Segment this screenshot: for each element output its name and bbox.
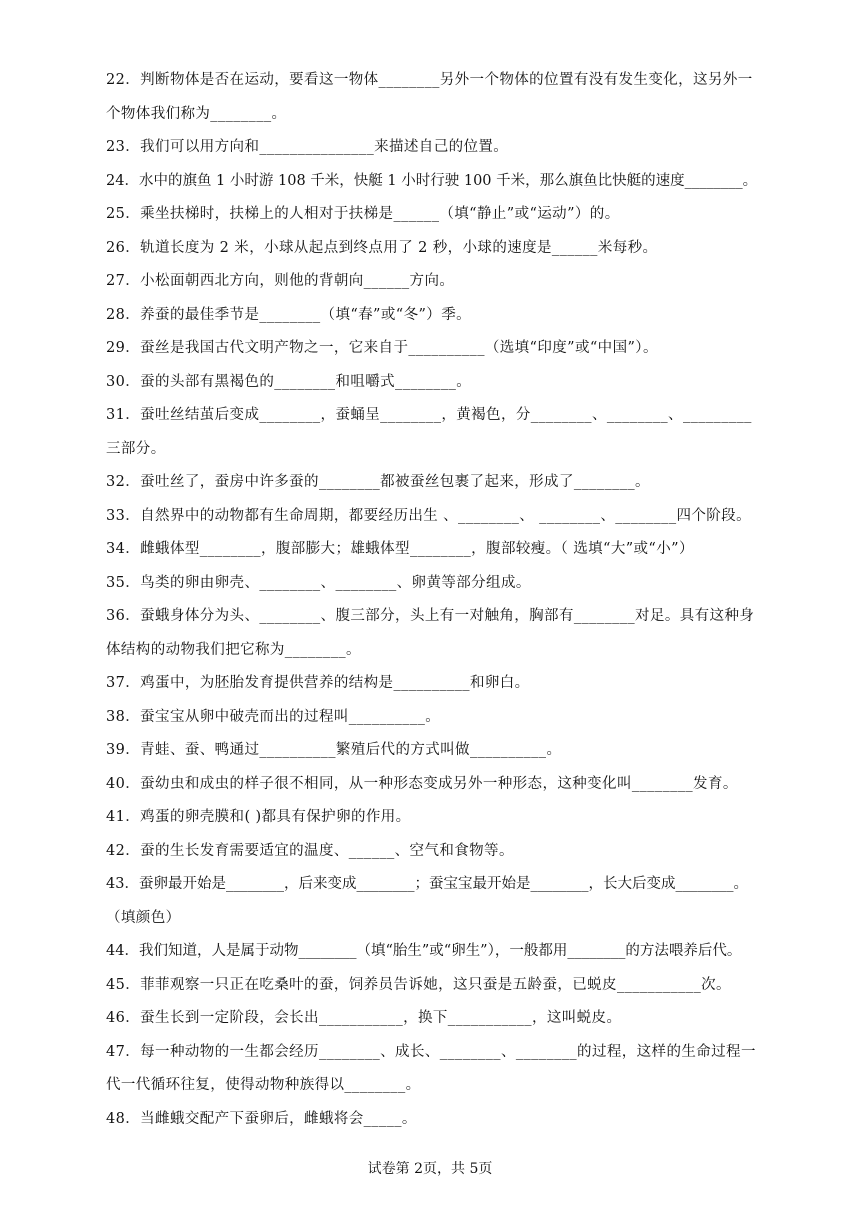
question-22-line-1: 22．判断物体是否在运动，要看这一物体________另外一个物体的位置有没有发生变化，这另外一 [106, 72, 753, 88]
question-34-line-1: 34．雌蛾体型________，腹部膨大；雄蛾体型________，腹部较瘦。（ 选填“大”或“小”） [106, 541, 694, 557]
question-48-line-1: 48．当雌蛾交配产下蚕卵后，雌蛾将会_____。 [106, 1110, 417, 1127]
question-43-line-2: （填颜色） [106, 909, 181, 926]
question-30-line-1: 30．蚕的头部有黑褐色的________和咀嚼式________。 [106, 373, 472, 390]
question-47-line-1: 47．每一种动物的一生都会经历________、成长、________、________的过程，这样的生命过程一 [106, 1043, 756, 1060]
question-38-line-1: 38．蚕宝宝从卵中破壳而出的过程叫__________。 [106, 708, 441, 725]
question-36-line-2: 体结构的动物我们把它称为________。 [106, 641, 361, 658]
question-29-line-1: 29．蚕丝是我国古代文明产物之一，它来自于__________（选填“印度”或“中国”）。 [106, 340, 658, 356]
question-32-line-1: 32．蚕吐丝了，蚕房中许多蚕的________都被蚕丝包裹了起来，形成了________。 [106, 474, 650, 490]
question-37-line-1: 37．鸡蛋中，为胚胎发育提供营养的结构是__________和卵白。 [106, 675, 530, 691]
question-list [106, 64, 758, 1136]
question-25-line-1: 25．乘坐扶梯时，扶梯上的人相对于扶梯是______（填“静止”或“运动”）的。 [106, 206, 620, 222]
question-28-line-1: 28．养蚕的最佳季节是________（填“春”或“冬”）季。 [106, 306, 472, 323]
question-35-line-1: 35．鸟类的卵由卵壳、________、________、卵黄等部分组成。 [106, 574, 531, 591]
question-31-line-2: 三部分。 [106, 440, 166, 457]
question-44-line-1: 44．我们知道，人是属于动物________（填“胎生”或“卵生”），一般都用________的方法喂养后代。 [106, 943, 742, 959]
question-24-line-1: 24．水中的旗鱼 1 小时游 108 千米，快艇 1 小时行驶 100 千米，那么旗鱼比快艇的速度________。 [106, 172, 758, 189]
question-45-line-1: 45．菲菲观察一只正在吃桑叶的蚕，饲养员告诉她，这只蚕是五龄蚕，已蜕皮___________次。 [106, 976, 731, 993]
question-26-line-1: 26．轨道长度为 2 米，小球从起点到终点用了 2 秒，小球的速度是______米每秒。 [106, 239, 658, 256]
question-40-line-1: 40．蚕幼虫和成虫的样子很不相同，从一种形态变成另外一种形态，这种变化叫________发育。 [106, 775, 738, 792]
question-46-line-1: 46．蚕生长到一定阶段，会长出___________，换下___________，这叫蜕皮。 [106, 1010, 622, 1026]
question-33-line-1: 33．自然界中的动物都有生命周期，都要经历出生 、________、 ________、________四个阶段。 [106, 507, 751, 524]
question-22-line-2: 个物体我们称为________。 [106, 105, 287, 122]
question-36-line-1: 36．蚕蛾身体分为头、________、腹三部分，头上有一对触角，胸部有________对足。具有这种身 [106, 608, 755, 624]
question-47-line-2: 代一代循环往复，使得动物种族得以________。 [106, 1077, 421, 1093]
question-41-line-1: 41．鸡蛋的卵壳膜和( )都具有保护卵的作用。 [106, 809, 411, 825]
question-23-line-1: 23．我们可以用方向和_______________来描述自己的位置。 [106, 139, 509, 155]
page-footer: 试卷第 2页，共 5页 [367, 1161, 493, 1177]
question-42-line-1: 42．蚕的生长发育需要适宜的温度、______、空气和食物等。 [106, 842, 514, 859]
question-27-line-1: 27．小松面朝西北方向，则他的背朝向______方向。 [106, 273, 455, 289]
question-31-line-1: 31．蚕吐丝结茧后变成________，蚕蛹呈________，黄褐色，分________、________、_________ [106, 407, 752, 423]
question-39-line-1: 39．青蛙、蚕、鸭通过__________繁殖后代的方式叫做__________。 [106, 742, 562, 758]
question-43-line-1: 43．蚕卵最开始是________，后来变成________；蚕宝宝最开始是________，长大后变成________。 [106, 876, 748, 892]
